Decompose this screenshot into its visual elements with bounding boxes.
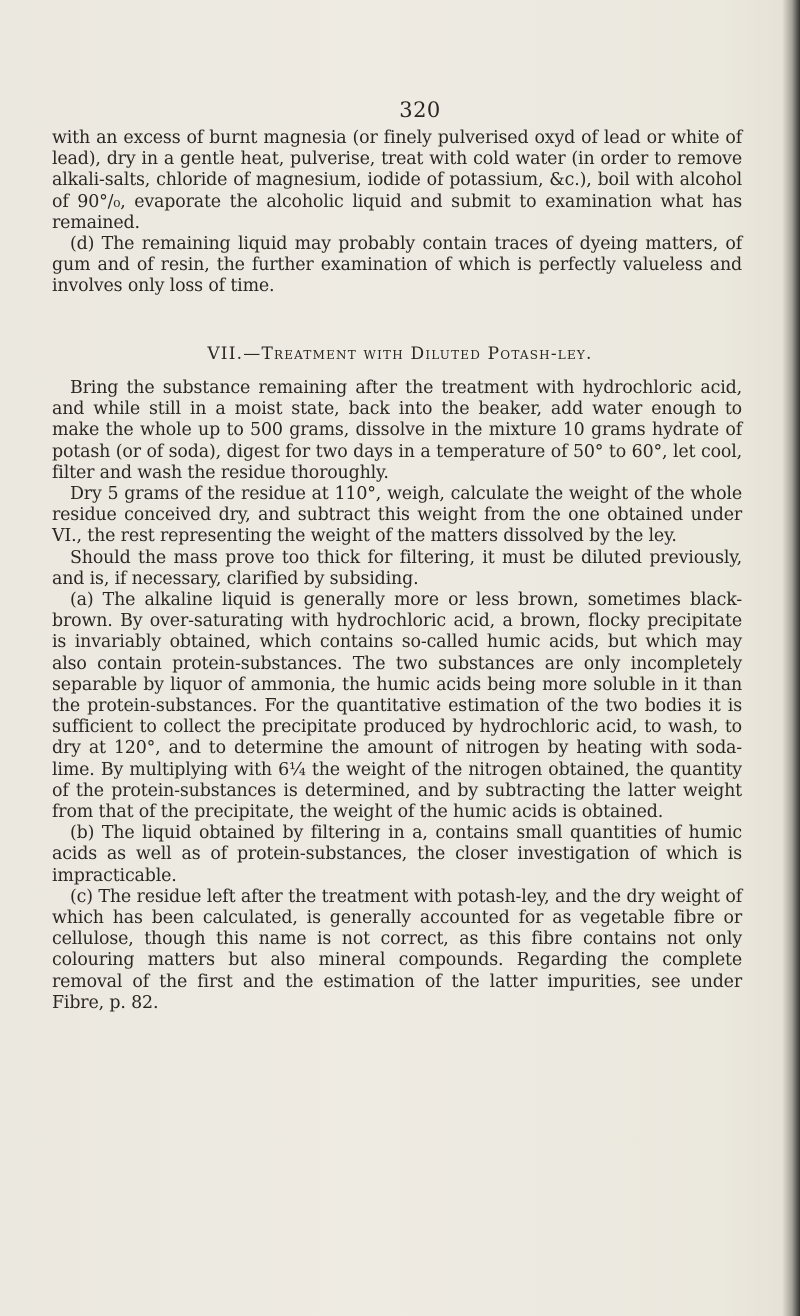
intro-text [52,128,742,298]
section-paragraph-a: (a) The alkaline liquid is generally more or less brown, sometimes black-brown. By over-saturating with hydrochloric acid, a brown, flocky precipitate is invariably obtained, which contains so-called humic acids, but which may also contain protein-substances. The two substances are only incompletely separable by liquor of ammonia, the humic acids being more soluble in it than the protein-substances. For the quantitative estimation of the two bodies it is sufficient to collect the precipitate produced by hydrochloric acid, to wash, to dry at 120°, and to determine the amount of nitrogen by heating with soda-lime. By multiplying with 6¼ the weight of the nitrogen obtained, the quantity of the protein-substances is determined, and by subtracting the latter weight from that of the precipitate, the weight of the humic acids is obtained. [52,590,742,823]
section-paragraph-dry: Dry 5 grams of the residue at 110°, weigh, calculate the weight of the whole residue conceived dry, and subtract this weight from the one obtained under VI., the rest representing the weight of the matters dissolved by the ley. [52,484,742,547]
section-paragraph-should: Should the mass prove too thick for filtering, it must be diluted previously, and is, if necessary, clarified by subsiding. [52,547,742,589]
section-paragraph-c: (c) The residue left after the treatment with potash-ley, and the dry weight of which has been calculated, is generally accounted for as vegetable fibre or cellulose, though this name is not correct, as this fibre contains not only colouring matters but also mineral compounds. Regarding the complete removal of the first and the estimation of the latter impurities, see under Fibre, p. 82. [52,886,742,1013]
section-heading: VII.—Treatment with Diluted Potash-ley. [207,344,593,364]
page-edge-shadow [782,0,800,1316]
intro-paragraph-1: with an excess of burnt magnesia (or finely pulverised oxyd of lead or white of lead), dry in a gentle heat, pulverise, treat with cold water (in order to remove alkali-salts, chloride of magnesium, iodide of potassium, &c.), boil with alcohol of 90°/₀, evaporate the alcoholic liquid and submit to examination what has remained. [52,128,742,233]
section-text [52,378,742,1014]
section-paragraph-bring: Bring the substance remaining after the treatment with hydrochloric acid, and while still in a moist state, back into the beaker, add water enough to make the whole up to 500 grams, dissolve in the mixture 10 grams hydrate of potash (or of soda), digest for two days in a temperature of 50° to 60°, let cool, filter and wash the residue thoroughly. [52,378,742,483]
section-paragraph-b: (b) The liquid obtained by filtering in a, contains small quantities of humic acids as well as of protein-substances, the closer investigation of which is impracticable. [52,823,742,886]
page-number: 320 [399,98,441,122]
intro-paragraph-d: (d) The remaining liquid may probably contain traces of dyeing matters, of gum and of resin, the further examination of which is perfectly valueless and involves only loss of time. [52,234,742,297]
